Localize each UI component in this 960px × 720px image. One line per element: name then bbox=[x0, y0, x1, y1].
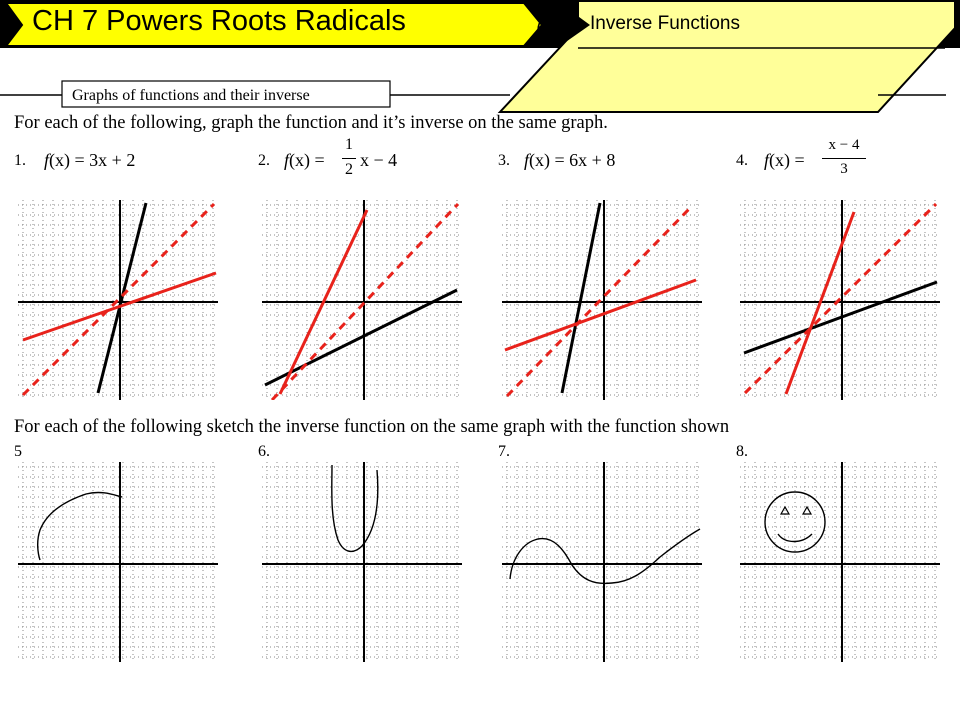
problem-1-number: 1. bbox=[14, 152, 26, 169]
section-title: Inverse Functions bbox=[590, 13, 740, 34]
graph-4[interactable] bbox=[740, 200, 940, 400]
problem-4-fraction-den: 3 bbox=[840, 161, 848, 177]
problem-8-number: 8. bbox=[736, 443, 748, 460]
graph-6[interactable] bbox=[262, 462, 462, 662]
graph-6-function-curve bbox=[332, 465, 378, 551]
problem-6-number: 6. bbox=[258, 443, 270, 460]
graph-5-function-curve bbox=[38, 492, 122, 560]
problem-2-fraction-den: 2 bbox=[345, 161, 353, 178]
graph-1-canvas bbox=[18, 200, 218, 400]
problem-1-formula: f(x) = 3x + 2 bbox=[44, 150, 136, 170]
problem-5-number: 5 bbox=[14, 443, 22, 460]
part2-instruction: For each of the following sketch the inverse function on the same graph with the function shown bbox=[14, 417, 730, 437]
chapter-title: CH 7 Powers Roots Radicals bbox=[32, 5, 406, 37]
problem-3-formula: f(x) = 6x + 8 bbox=[524, 150, 616, 170]
problem-4-formula: f(x) = bbox=[764, 150, 805, 170]
part1-instruction: For each of the following, graph the function and it’s inverse on the same graph. bbox=[14, 113, 608, 133]
worksheet-heading: Graphs of functions and their inverse bbox=[72, 87, 310, 104]
graph-5-canvas bbox=[18, 462, 218, 662]
problem-3-number: 3. bbox=[498, 152, 510, 169]
problem-4-fraction-num: x − 4 bbox=[828, 137, 860, 153]
problem-2-number: 2. bbox=[258, 152, 270, 169]
problem-2-fraction-bar bbox=[342, 158, 356, 159]
graph-2-canvas bbox=[262, 200, 462, 400]
graph-8[interactable] bbox=[740, 462, 940, 662]
graph-1-identity-line bbox=[23, 204, 214, 395]
tab-number: 7 bbox=[534, 13, 545, 34]
graph-7[interactable] bbox=[502, 462, 702, 662]
graph-3-inverse-line bbox=[505, 280, 696, 350]
problem-4-fraction-bar bbox=[822, 158, 866, 159]
graph-4-function-line bbox=[744, 282, 937, 353]
graph-5[interactable] bbox=[18, 462, 218, 662]
graph-4-canvas bbox=[740, 200, 940, 400]
graph-3-canvas bbox=[502, 200, 702, 400]
problem-2-formula-rest: x − 4 bbox=[360, 150, 398, 170]
problem-2-formula: f(x) = bbox=[284, 150, 325, 170]
graph-2[interactable] bbox=[262, 200, 462, 400]
graph-3[interactable] bbox=[502, 200, 702, 400]
graph-6-canvas bbox=[262, 462, 462, 662]
problem-4-number: 4. bbox=[736, 152, 748, 169]
graph-8-canvas bbox=[740, 462, 940, 662]
problem-2-fraction-num: 1 bbox=[345, 136, 353, 153]
problem-7-number: 7. bbox=[498, 443, 510, 460]
graph-7-canvas bbox=[502, 462, 702, 662]
graph-1[interactable] bbox=[18, 200, 218, 400]
